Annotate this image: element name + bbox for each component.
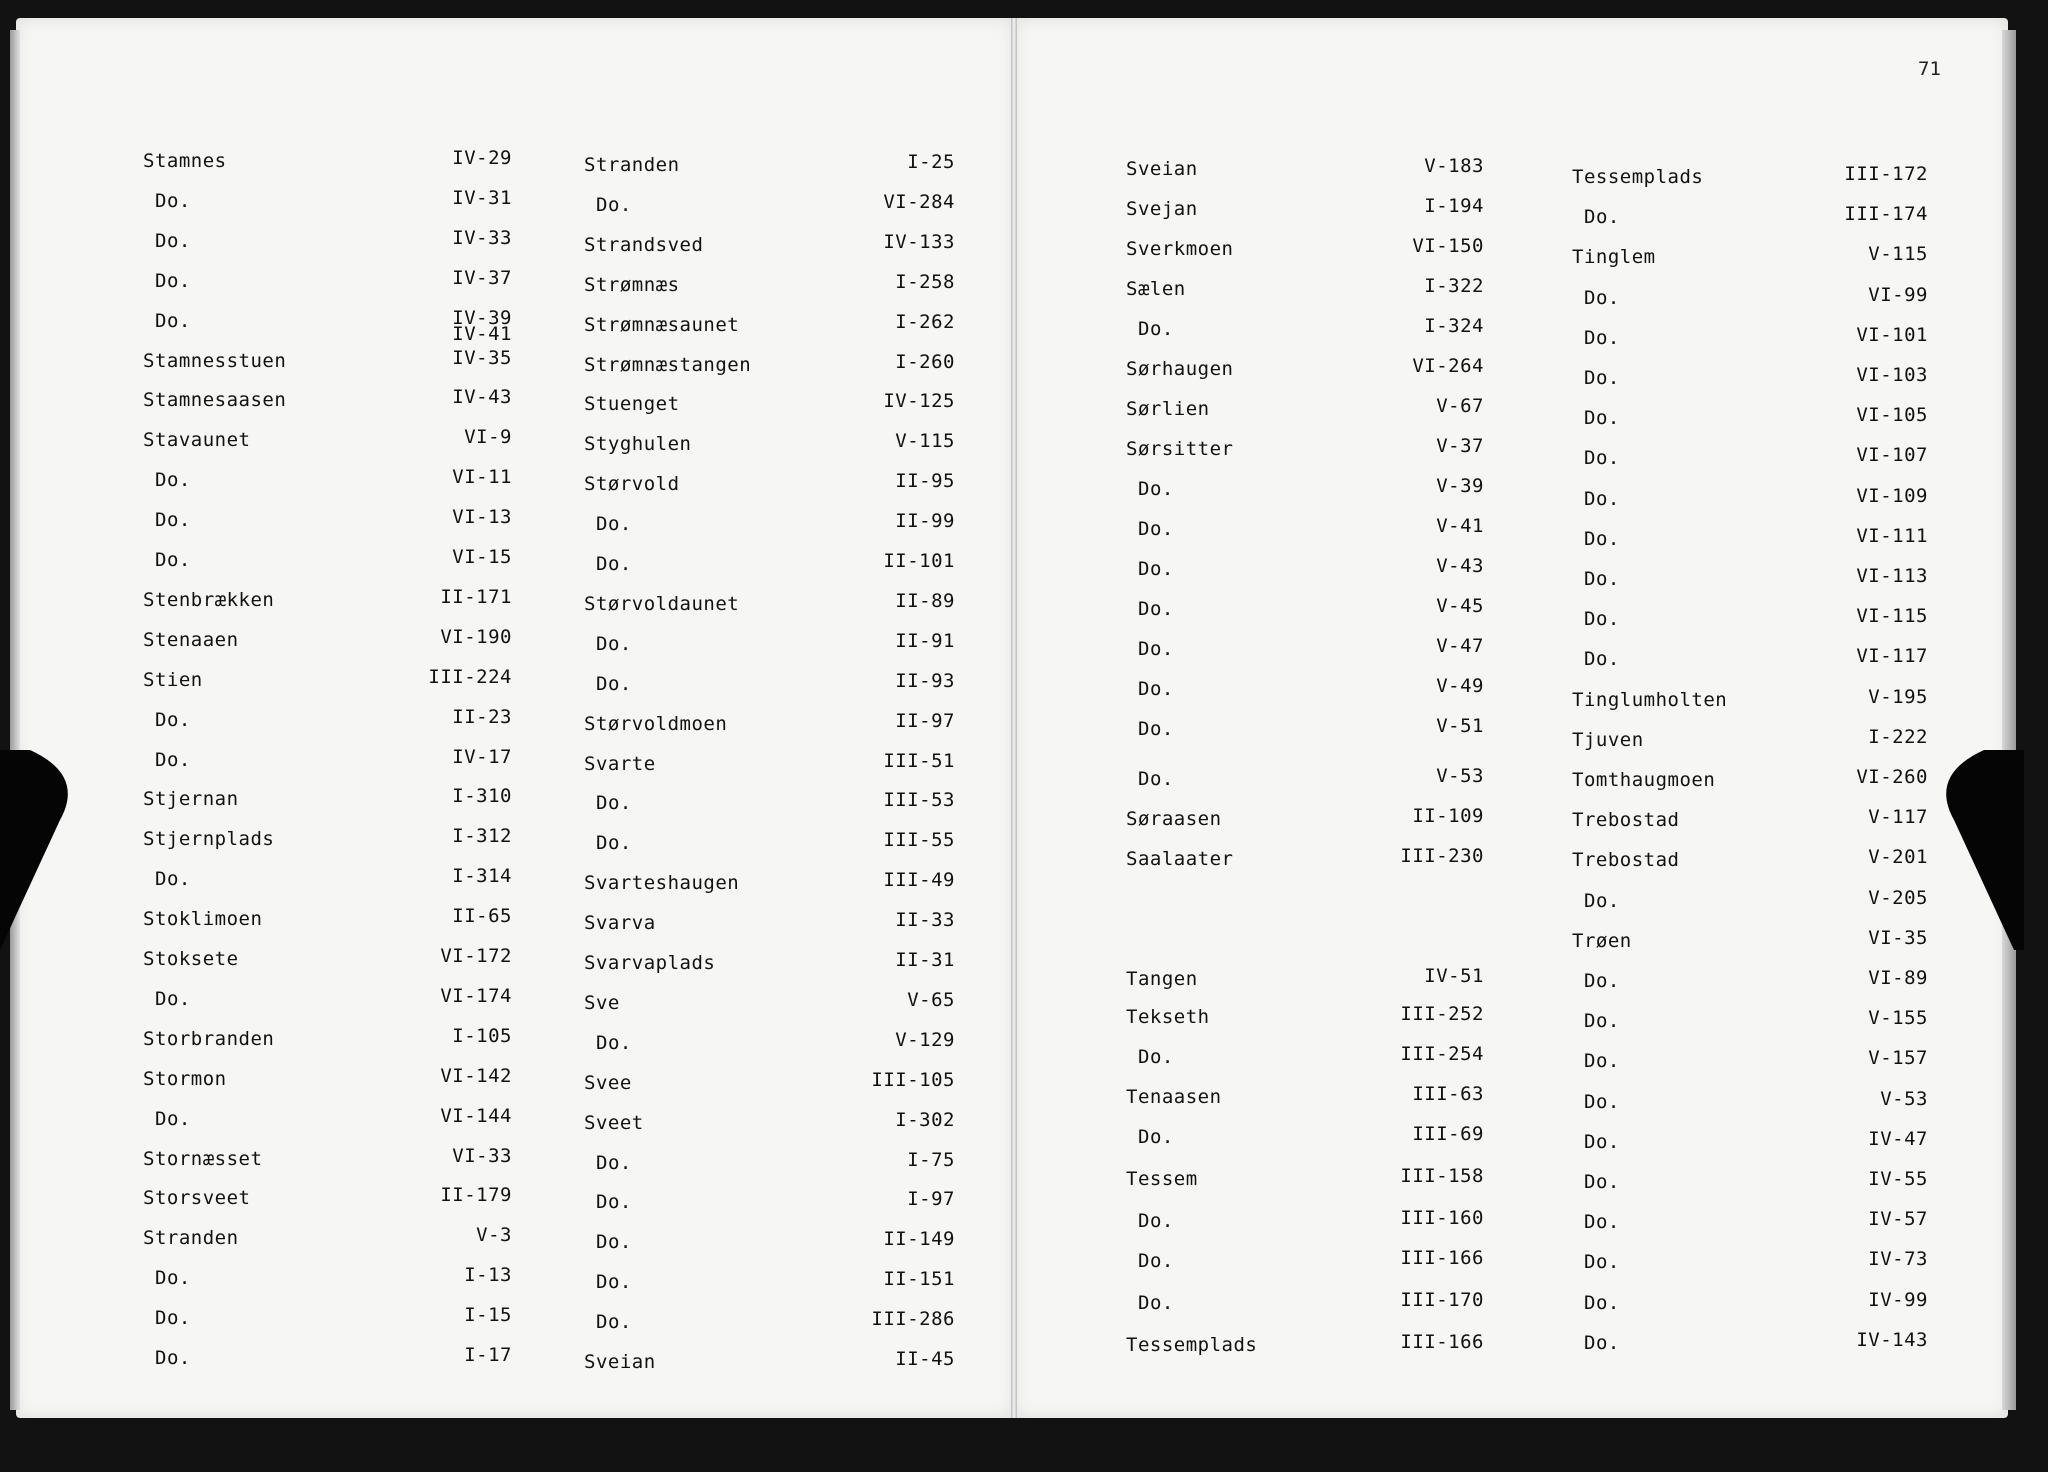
- entry-reference: VI-284: [883, 191, 955, 213]
- entry-name: Tomthaugmoen: [1572, 769, 1716, 791]
- entry-name: Styghulen: [584, 433, 692, 455]
- entry-name: Do.: [1584, 1211, 1620, 1233]
- entry-name: Do.: [1138, 678, 1174, 700]
- entry-reference: IV-133: [883, 231, 955, 253]
- entry-reference: III-63: [1412, 1083, 1484, 1105]
- entry-reference: IV-51: [1424, 965, 1484, 987]
- entry-name: Do.: [1584, 648, 1620, 670]
- entry-reference: I-25: [907, 151, 955, 173]
- entry-reference: VI-113: [1856, 565, 1928, 587]
- entry-reference: III-224: [428, 666, 512, 688]
- entry-reference: VI-142: [440, 1065, 512, 1087]
- entry-reference: I-310: [452, 785, 512, 807]
- entry-name: Do.: [596, 513, 632, 535]
- entry-name: Størvoldmoen: [584, 713, 728, 735]
- entry-name: Do.: [1138, 638, 1174, 660]
- entry-reference: I-260: [895, 351, 955, 373]
- entry-reference: V-129: [895, 1029, 955, 1051]
- entry-reference: III-51: [883, 750, 955, 772]
- entry-reference: VI-13: [452, 506, 512, 528]
- entry-reference: V-45: [1436, 595, 1484, 617]
- entry-name: Do.: [1138, 478, 1174, 500]
- entry-name: Svee: [584, 1072, 632, 1094]
- entry-reference: V-53: [1880, 1088, 1928, 1110]
- entry-reference: II-33: [895, 909, 955, 931]
- entry-name: Sveian: [1126, 158, 1198, 180]
- entry-name: Do.: [1584, 447, 1620, 469]
- entry-reference: VI-150: [1412, 235, 1484, 257]
- entry-name: Stien: [143, 669, 203, 691]
- entry-reference: V-51: [1436, 715, 1484, 737]
- entry-reference: V-115: [1868, 243, 1928, 265]
- entry-reference: V-183: [1424, 155, 1484, 177]
- entry-name: Do.: [1138, 1046, 1174, 1068]
- entry-name: Do.: [1138, 518, 1174, 540]
- entry-reference: IV-39 IV-41: [452, 307, 512, 345]
- entry-name: Tangen: [1126, 968, 1198, 990]
- entry-name: Sveet: [584, 1112, 644, 1134]
- entry-name: Stjernplads: [143, 828, 275, 850]
- entry-reference: VI-117: [1856, 645, 1928, 667]
- entry-name: Do.: [155, 469, 191, 491]
- entry-name: Do.: [596, 1032, 632, 1054]
- entry-reference: I-322: [1424, 275, 1484, 297]
- entry-name: Do.: [1584, 528, 1620, 550]
- entry-reference: IV-37: [452, 267, 512, 289]
- entry-reference: V-47: [1436, 635, 1484, 657]
- entry-name: Do.: [1584, 367, 1620, 389]
- entry-reference: III-53: [883, 789, 955, 811]
- entry-name: Do.: [155, 1347, 191, 1369]
- entry-reference: V-201: [1868, 846, 1928, 868]
- entry-name: Do.: [596, 1311, 632, 1333]
- entry-reference: III-172: [1844, 163, 1928, 185]
- entry-reference: II-101: [883, 550, 955, 572]
- entry-reference: IV-17: [452, 746, 512, 768]
- entry-reference: I-324: [1424, 315, 1484, 337]
- entry-reference: II-97: [895, 710, 955, 732]
- entry-name: Sverkmoen: [1126, 238, 1234, 260]
- entry-name: Svarteshaugen: [584, 872, 740, 894]
- entry-name: Stamnesstuen: [143, 350, 287, 372]
- entry-name: Do.: [1584, 1171, 1620, 1193]
- entry-reference: IV-55: [1868, 1168, 1928, 1190]
- entry-name: Tessemplads: [1572, 166, 1704, 188]
- entry-reference: I-194: [1424, 195, 1484, 217]
- entry-reference: IV-99: [1868, 1289, 1928, 1311]
- entry-name: Strømnæsaunet: [584, 314, 740, 336]
- entry-reference: VI-144: [440, 1105, 512, 1127]
- entry-name: Stoksete: [143, 948, 239, 970]
- entry-reference: I-302: [895, 1109, 955, 1131]
- entry-name: Do.: [1138, 598, 1174, 620]
- entry-reference: IV-143: [1856, 1329, 1928, 1351]
- entry-reference: VI-107: [1856, 444, 1928, 466]
- entry-name: Svejan: [1126, 198, 1198, 220]
- entry-name: Trebostad: [1572, 809, 1680, 831]
- entry-reference: I-17: [464, 1344, 512, 1366]
- right-page-edge: [2002, 30, 2016, 1410]
- entry-reference: IV-31: [452, 187, 512, 209]
- entry-name: Do.: [155, 1267, 191, 1289]
- entry-reference: V-205: [1868, 887, 1928, 909]
- entry-name: Do.: [155, 310, 191, 332]
- entry-reference: VI-260: [1856, 766, 1928, 788]
- entry-reference: VI-190: [440, 626, 512, 648]
- entry-name: Do.: [155, 190, 191, 212]
- entry-reference: II-65: [452, 905, 512, 927]
- entry-name: Do.: [596, 1271, 632, 1293]
- entry-reference: III-160: [1400, 1207, 1484, 1229]
- entry-name: Størvold: [584, 473, 680, 495]
- entry-name: Størvoldaunet: [584, 593, 740, 615]
- entry-name: Do.: [1138, 1292, 1174, 1314]
- entry-reference: IV-125: [883, 390, 955, 412]
- entry-name: Sørhaugen: [1126, 358, 1234, 380]
- entry-name: Do.: [1584, 287, 1620, 309]
- entry-name: Sve: [584, 992, 620, 1014]
- entry-reference: III-105: [871, 1069, 955, 1091]
- entry-reference: VI-174: [440, 985, 512, 1007]
- entry-reference: III-158: [1400, 1165, 1484, 1187]
- entry-reference: V-3: [476, 1224, 512, 1246]
- entry-name: Stoklimoen: [143, 908, 263, 930]
- entry-name: Do.: [596, 832, 632, 854]
- entry-name: Stornæsset: [143, 1148, 263, 1170]
- entry-reference: I-105: [452, 1025, 512, 1047]
- entry-name: Saalaater: [1126, 848, 1234, 870]
- entry-reference: III-166: [1400, 1331, 1484, 1353]
- entry-reference: V-53: [1436, 765, 1484, 787]
- entry-name: Stavaunet: [143, 429, 251, 451]
- entry-reference: V-115: [895, 430, 955, 452]
- entry-name: Do.: [155, 1108, 191, 1130]
- entry-reference: II-149: [883, 1228, 955, 1250]
- entry-name: Do.: [1584, 970, 1620, 992]
- entry-name: Do.: [1584, 488, 1620, 510]
- entry-reference: I-258: [895, 271, 955, 293]
- entry-reference: VI-11: [452, 466, 512, 488]
- entry-reference: III-254: [1400, 1043, 1484, 1065]
- entry-name: Do.: [1138, 1210, 1174, 1232]
- entry-name: Do.: [155, 988, 191, 1010]
- entry-name: Do.: [1584, 890, 1620, 912]
- entry-name: Do.: [155, 549, 191, 571]
- entry-name: Do.: [155, 230, 191, 252]
- entry-name: Trebostad: [1572, 849, 1680, 871]
- left-binding-strap: [0, 750, 70, 950]
- entry-name: Do.: [1584, 1332, 1620, 1354]
- entry-reference: V-41: [1436, 515, 1484, 537]
- page-number: 71: [1918, 58, 1941, 80]
- entry-reference: IV-29: [452, 147, 512, 169]
- entry-name: Do.: [1584, 1292, 1620, 1314]
- entry-reference: II-99: [895, 510, 955, 532]
- entry-name: Do.: [155, 509, 191, 531]
- entry-name: Søraasen: [1126, 808, 1222, 830]
- entry-reference: I-13: [464, 1264, 512, 1286]
- entry-reference: V-65: [907, 989, 955, 1011]
- entry-name: Do.: [155, 709, 191, 731]
- entry-name: Stormon: [143, 1068, 227, 1090]
- entry-reference: I-75: [907, 1149, 955, 1171]
- entry-name: Svarva: [584, 912, 656, 934]
- entry-reference: VI-101: [1856, 324, 1928, 346]
- entry-name: Do.: [1138, 558, 1174, 580]
- entry-reference: V-37: [1436, 435, 1484, 457]
- entry-reference: IV-57: [1868, 1208, 1928, 1230]
- entry-name: Stuenget: [584, 393, 680, 415]
- entry-reference: II-45: [895, 1348, 955, 1370]
- entry-name: Do.: [1584, 327, 1620, 349]
- entry-reference: V-67: [1436, 395, 1484, 417]
- entry-reference: V-117: [1868, 806, 1928, 828]
- entry-name: Do.: [1138, 318, 1174, 340]
- entry-reference: I-314: [452, 865, 512, 887]
- entry-reference: III-174: [1844, 203, 1928, 225]
- entry-name: Do.: [1138, 1126, 1174, 1148]
- entry-reference: VI-103: [1856, 364, 1928, 386]
- entry-name: Do.: [1138, 768, 1174, 790]
- entry-reference: I-97: [907, 1188, 955, 1210]
- entry-name: Strømnæs: [584, 274, 680, 296]
- entry-name: Do.: [596, 1191, 632, 1213]
- entry-reference: VI-115: [1856, 605, 1928, 627]
- entry-name: Do.: [596, 194, 632, 216]
- entry-reference: IV-33: [452, 227, 512, 249]
- entry-reference: VI-15: [452, 546, 512, 568]
- entry-reference: IV-43: [452, 386, 512, 408]
- entry-name: Stamnes: [143, 150, 227, 172]
- entry-name: Stjernan: [143, 788, 239, 810]
- entry-name: Tinglem: [1572, 246, 1656, 268]
- entry-reference: III-49: [883, 869, 955, 891]
- entry-name: Storbranden: [143, 1028, 275, 1050]
- entry-name: Do.: [1584, 608, 1620, 630]
- entry-reference: II-93: [895, 670, 955, 692]
- entry-reference: III-286: [871, 1308, 955, 1330]
- entry-name: Do.: [1584, 407, 1620, 429]
- entry-reference: VI-109: [1856, 485, 1928, 507]
- entry-reference: II-89: [895, 590, 955, 612]
- entry-reference: V-155: [1868, 1007, 1928, 1029]
- entry-name: Do.: [1138, 718, 1174, 740]
- book-gutter: [1011, 18, 1017, 1418]
- entry-reference: VI-111: [1856, 525, 1928, 547]
- entry-reference: II-23: [452, 706, 512, 728]
- entry-name: Do.: [596, 1152, 632, 1174]
- entry-reference: IV-35: [452, 347, 512, 369]
- entry-name: Do.: [155, 270, 191, 292]
- entry-name: Tjuven: [1572, 729, 1644, 751]
- entry-reference: VI-33: [452, 1145, 512, 1167]
- entry-reference: III-69: [1412, 1123, 1484, 1145]
- entry-name: Stranden: [143, 1227, 239, 1249]
- entry-name: Tenaasen: [1126, 1086, 1222, 1108]
- entry-name: Do.: [596, 792, 632, 814]
- entry-reference: I-312: [452, 825, 512, 847]
- entry-reference: II-151: [883, 1268, 955, 1290]
- entry-reference: V-49: [1436, 675, 1484, 697]
- entry-name: Do.: [1584, 1131, 1620, 1153]
- entry-reference: V-157: [1868, 1047, 1928, 1069]
- entry-name: Do.: [1584, 206, 1620, 228]
- entry-name: Sørsitter: [1126, 438, 1234, 460]
- entry-reference: VI-89: [1868, 967, 1928, 989]
- entry-reference: V-195: [1868, 686, 1928, 708]
- entry-name: Stenaaen: [143, 629, 239, 651]
- entry-name: Strømnæstangen: [584, 354, 752, 376]
- entry-name: Do.: [155, 868, 191, 890]
- entry-name: Sørlien: [1126, 398, 1210, 420]
- entry-reference: II-171: [440, 586, 512, 608]
- entry-reference: II-95: [895, 470, 955, 492]
- entry-reference: III-55: [883, 829, 955, 851]
- entry-name: Do.: [596, 633, 632, 655]
- entry-reference: V-43: [1436, 555, 1484, 577]
- entry-reference: VI-35: [1868, 927, 1928, 949]
- left-page-edge: [10, 30, 20, 1410]
- entry-name: Do.: [1584, 1251, 1620, 1273]
- entry-name: Do.: [596, 1231, 632, 1253]
- entry-name: Svarte: [584, 753, 656, 775]
- entry-name: Strandsved: [584, 234, 704, 256]
- entry-name: Do.: [1584, 1091, 1620, 1113]
- entry-reference: I-15: [464, 1304, 512, 1326]
- entry-reference: I-222: [1868, 726, 1928, 748]
- entry-name: Do.: [155, 749, 191, 771]
- entry-reference: IV-73: [1868, 1248, 1928, 1270]
- entry-name: Tinglumholten: [1572, 689, 1728, 711]
- entry-reference: II-91: [895, 630, 955, 652]
- entry-reference: V-39: [1436, 475, 1484, 497]
- entry-name: Tessem: [1126, 1168, 1198, 1190]
- entry-name: Do.: [155, 1307, 191, 1329]
- entry-reference: I-262: [895, 311, 955, 333]
- entry-name: Do.: [1138, 1250, 1174, 1272]
- entry-name: Trøen: [1572, 930, 1632, 952]
- entry-name: Do.: [1584, 568, 1620, 590]
- entry-name: Sveian: [584, 1351, 656, 1373]
- entry-reference: IV-47: [1868, 1128, 1928, 1150]
- entry-name: Stranden: [584, 154, 680, 176]
- entry-name: Do.: [1584, 1010, 1620, 1032]
- entry-name: Svarvaplads: [584, 952, 716, 974]
- entry-name: Sælen: [1126, 278, 1186, 300]
- entry-reference: III-252: [1400, 1003, 1484, 1025]
- entry-name: Stamnesaasen: [143, 389, 287, 411]
- entry-reference: VI-105: [1856, 404, 1928, 426]
- entry-reference: II-109: [1412, 805, 1484, 827]
- entry-name: Do.: [1584, 1050, 1620, 1072]
- entry-reference: VI-264: [1412, 355, 1484, 377]
- entry-name: Tekseth: [1126, 1006, 1210, 1028]
- right-binding-strap: [1944, 750, 2024, 950]
- entry-reference: II-31: [895, 949, 955, 971]
- entry-reference: III-170: [1400, 1289, 1484, 1311]
- entry-name: Storsveet: [143, 1187, 251, 1209]
- entry-reference: VI-99: [1868, 284, 1928, 306]
- entry-name: Do.: [596, 553, 632, 575]
- entry-name: Tessemplads: [1126, 1334, 1258, 1356]
- entry-reference: III-230: [1400, 845, 1484, 867]
- entry-reference: VI-172: [440, 945, 512, 967]
- entry-reference: III-166: [1400, 1247, 1484, 1269]
- entry-name: Stenbrækken: [143, 589, 275, 611]
- entry-name: Do.: [596, 673, 632, 695]
- entry-reference: VI-9: [464, 426, 512, 448]
- entry-reference: II-179: [440, 1184, 512, 1206]
